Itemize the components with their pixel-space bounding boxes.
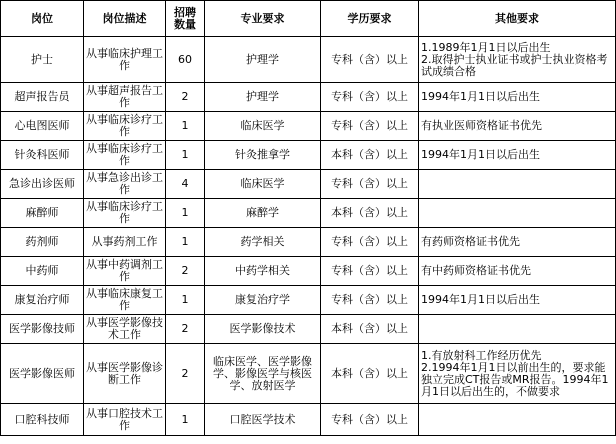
cell-education: 本科（含）以上 — [321, 344, 419, 404]
table-row — [1, 228, 616, 257]
table-row — [1, 315, 616, 344]
table-row — [1, 112, 616, 141]
cell-major: 临床医学 — [205, 170, 321, 199]
header-education: 学历要求 — [321, 1, 419, 37]
cell-quota: 60 — [166, 37, 205, 83]
table-row — [1, 141, 616, 170]
cell-education: 专科（含）以上 — [321, 83, 419, 112]
cell-quota: 1 — [166, 228, 205, 257]
header-description: 岗位描述 — [84, 1, 166, 37]
cell-major: 药学相关 — [205, 228, 321, 257]
cell-education: 专科（含）以上 — [321, 404, 419, 436]
table-row — [1, 37, 616, 83]
cell-major: 中药学相关 — [205, 257, 321, 286]
header-quota — [166, 1, 205, 37]
cell-position: 急诊出诊医师 — [1, 170, 84, 199]
table-row — [1, 170, 616, 199]
cell-major: 临床医学 — [205, 112, 321, 141]
header-major: 专业要求 — [205, 1, 321, 37]
cell-major: 针灸推拿学 — [205, 141, 321, 170]
header-position: 岗位 — [1, 1, 84, 37]
cell-education: 专科（含）以上 — [321, 257, 419, 286]
cell-description: 从事临床诊疗工作 — [84, 112, 166, 141]
cell-other — [419, 141, 616, 170]
cell-other — [419, 286, 616, 315]
cell-quota: 2 — [166, 257, 205, 286]
cell-education: 本科（含）以上 — [321, 199, 419, 228]
cell-education: 本科（含）以上 — [321, 315, 419, 344]
cell-other — [419, 170, 616, 199]
cell-position: 麻醉师 — [1, 199, 84, 228]
cell-major: 护理学 — [205, 83, 321, 112]
cell-position: 中药师 — [1, 257, 84, 286]
cell-description: 从事医学影像诊断工作 — [84, 344, 166, 404]
cell-major: 康复治疗学 — [205, 286, 321, 315]
cell-position: 超声报告员 — [1, 83, 84, 112]
other-requirement-line: 1.有放射科工作经历优先 — [421, 348, 542, 362]
cell-description: 从事药剂工作 — [84, 228, 166, 257]
cell-quota: 2 — [166, 83, 205, 112]
cell-education: 专科（含）以上 — [321, 112, 419, 141]
cell-major: 护理学 — [205, 37, 321, 83]
cell-quota: 2 — [166, 315, 205, 344]
cell-description: 从事临床诊疗工作 — [84, 141, 166, 170]
cell-position: 药剂师 — [1, 228, 84, 257]
cell-quota: 1 — [166, 141, 205, 170]
other-requirement-line: 2.取得护士执业证书或护士执业资格考试成绩合格 — [421, 52, 608, 78]
cell-description: 从事中药调剂工作 — [84, 257, 166, 286]
cell-description: 从事医学影像技术工作 — [84, 315, 166, 344]
table-row — [1, 344, 616, 404]
cell-description: 从事口腔技术工作 — [84, 404, 166, 436]
table-row — [1, 404, 616, 436]
cell-quota: 2 — [166, 344, 205, 404]
other-requirement-line: 有药师资格证书优先 — [421, 235, 520, 248]
cell-quota: 1 — [166, 199, 205, 228]
cell-other — [419, 112, 616, 141]
cell-description: 从事临床护理工作 — [84, 37, 166, 83]
other-requirement-line: 2.1994年1月1日以前出生的，要求能独立完成CT报告或MR报告。1994年1月1日以后出生的，不做要求 — [421, 360, 609, 398]
cell-other — [419, 344, 616, 404]
cell-position: 康复治疗师 — [1, 286, 84, 315]
table-row — [1, 199, 616, 228]
other-requirement-line: 1994年1月1日以后出生 — [421, 90, 540, 103]
other-requirement-line: 1994年1月1日以后出生 — [421, 148, 540, 161]
table-row — [1, 286, 616, 315]
cell-other — [419, 404, 616, 436]
cell-education: 本科（含）以上 — [321, 141, 419, 170]
cell-quota: 4 — [166, 170, 205, 199]
header-row — [1, 1, 616, 37]
cell-education: 专科（含）以上 — [321, 37, 419, 83]
other-requirement-line: 有执业医师资格证书优先 — [421, 119, 542, 132]
header-quota-line2: 数量 — [174, 17, 196, 31]
cell-other — [419, 83, 616, 112]
cell-other — [419, 37, 616, 83]
cell-position: 心电图医师 — [1, 112, 84, 141]
cell-position: 医学影像技师 — [1, 315, 84, 344]
other-requirement-line: 1.1989年1月1日以后出生 — [421, 40, 551, 54]
cell-quota: 1 — [166, 404, 205, 436]
cell-description: 从事急诊出诊工作 — [84, 170, 166, 199]
cell-description: 从事临床诊疗工作 — [84, 199, 166, 228]
cell-other — [419, 228, 616, 257]
cell-quota: 1 — [166, 286, 205, 315]
cell-education: 专科（含）以上 — [321, 286, 419, 315]
cell-major: 医学影像技术 — [205, 315, 321, 344]
table-row — [1, 83, 616, 112]
cell-description: 从事超声报告工作 — [84, 83, 166, 112]
cell-position: 医学影像医师 — [1, 344, 84, 404]
cell-other — [419, 199, 616, 228]
cell-position: 护士 — [1, 37, 84, 83]
other-requirement-line: 有中药师资格证书优先 — [421, 264, 531, 277]
cell-position: 口腔科技师 — [1, 404, 84, 436]
cell-education: 专科（含）以上 — [321, 170, 419, 199]
cell-position: 针灸科医师 — [1, 141, 84, 170]
table-row — [1, 257, 616, 286]
cell-education: 专科（含）以上 — [321, 228, 419, 257]
header-other: 其他要求 — [419, 1, 616, 37]
cell-major: 口腔医学技术 — [205, 404, 321, 436]
cell-major: 麻醉学 — [205, 199, 321, 228]
cell-major: 临床医学、医学影像学、影像医学与核医学、放射医学 — [205, 344, 321, 404]
other-requirement-line: 1994年1月1日以后出生 — [421, 293, 540, 306]
cell-other — [419, 315, 616, 344]
cell-description: 从事临床康复工作 — [84, 286, 166, 315]
cell-other — [419, 257, 616, 286]
cell-quota: 1 — [166, 112, 205, 141]
header-quota-line1: 招聘 — [174, 5, 196, 19]
